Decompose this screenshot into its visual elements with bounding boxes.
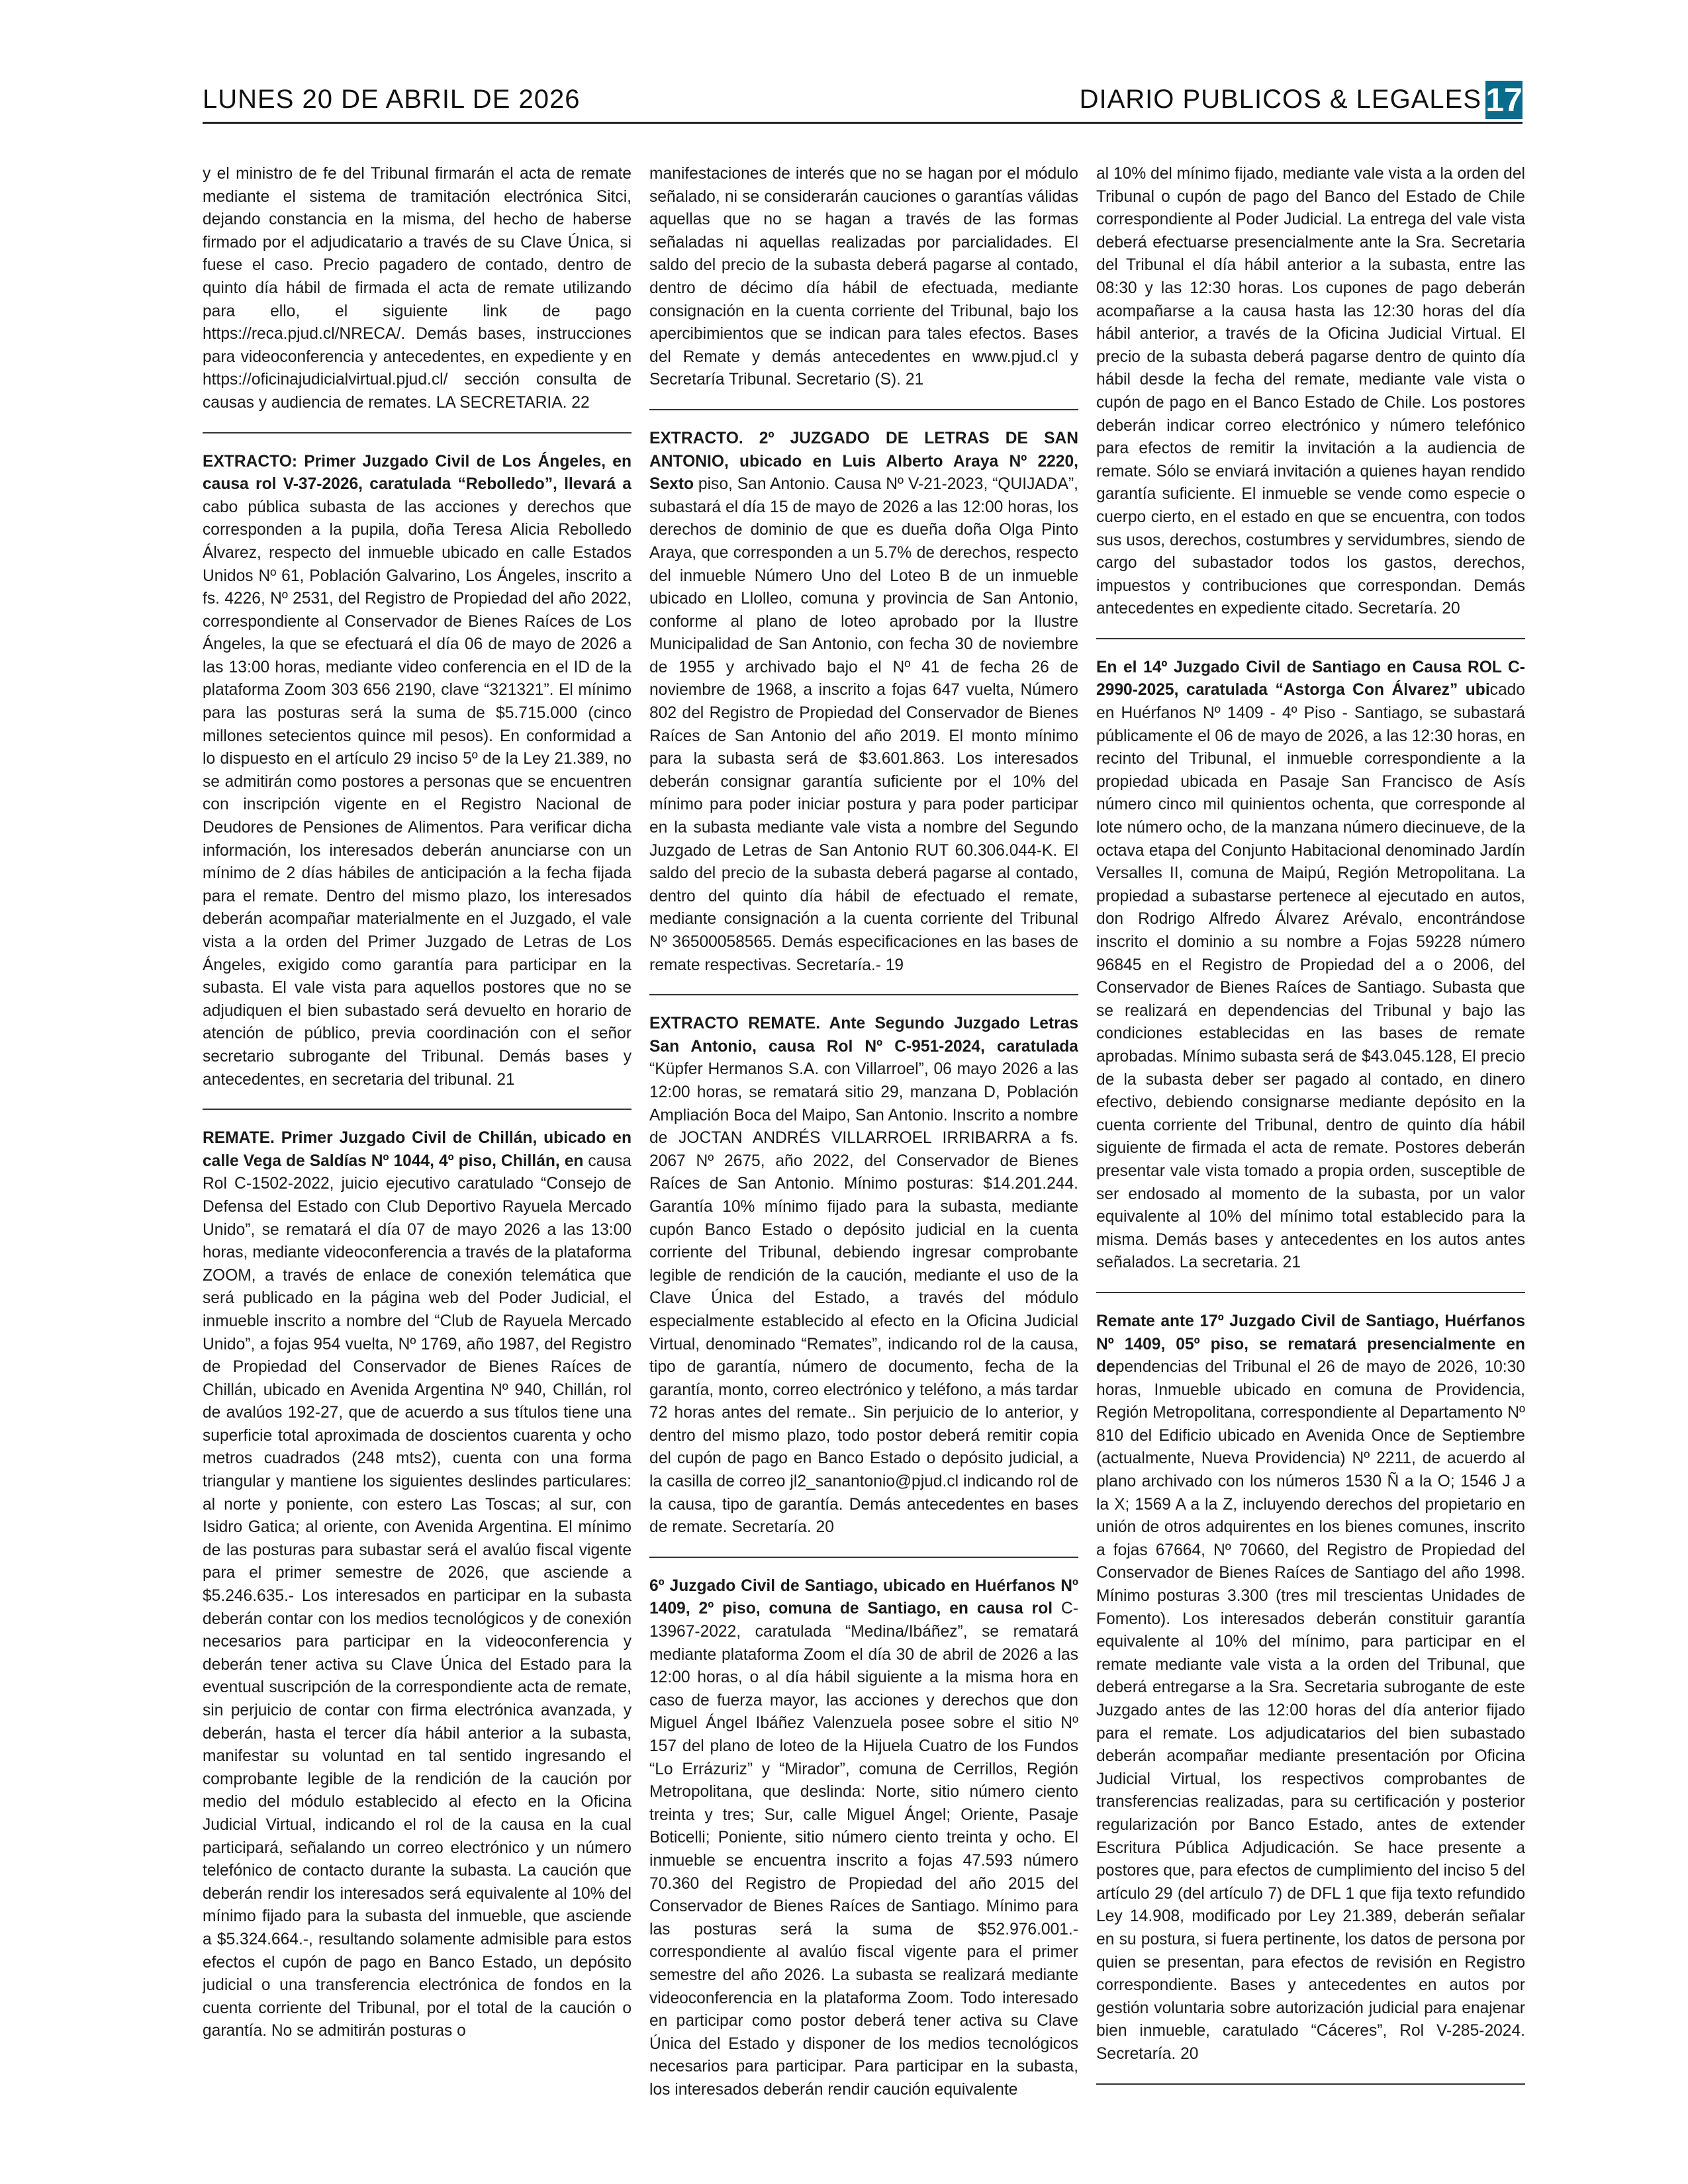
column-1 bbox=[203, 163, 632, 2155]
column-3 bbox=[1096, 163, 1525, 2155]
notice-lead: REMATE. Primer Juzgado Civil de Chillán, ubicado en calle Vega de Saldías Nº 1044, 4º piso, Chillán, en bbox=[203, 1129, 632, 1170]
legal-notice bbox=[649, 1575, 1078, 2119]
notice-body: cado en Huérfanos Nº 1409 - 4º Piso - Santiago, se subastará públicamente el 06 de mayo de 2026, a las 12:30 horas, en recinto del Tribunal, el inmueble correspondiente a la propiedad ubicada en Pasaje San Francisco de Asís número cinco mil quinientos ochenta, que corresponde al lote número ocho, de la manzana número diecinueve, de la octava etapa del Conjunto Habitacional denominado Jardín Versalles II, comuna de Maipú, Región Metropolitana. La propiedad a subastarse pertenece al ejecutado en autos, don Rodrigo Alfredo Álvarez Arévalo, encontrándose inscrito el dominio a su nombre a Fojas 59228 número 96845 en el Registro de Propiedad del a o 2006, del Conservador de Bienes Raíces de Santiago. Subasta que se realizará en dependencias del Tribunal y bajo las condiciones establecidas en las bases de remate aprobadas. Mínimo subasta será de $43.045.128, El precio de la subasta deber ser pagado al contado, en dinero efectivo, debiendo consignarse mediante depósito en la cuenta corriente del Tribunal, dentro de quinto día hábil siguiente de firmada el acta de remate. Postores deberán presentar vale vista tomado a propia orden, susceptible de ser endosado al momento de la subasta, por un valor equivalente al 10% del mínimo total establecido para la misma. Demás bases y antecedentes en los autos antes señalados. La secretaria. 21 bbox=[1096, 681, 1525, 1272]
notice-lead: En el 14º Juzgado Civil de Santiago en Causa ROL C-2990-2025, caratulada “Astorga Con Álvarez” ubi bbox=[1096, 658, 1525, 700]
notice-body: piso, San Antonio. Causa Nº V-21-2023, “QUIJADA”, subastará el día 15 de mayo de 2026 a las 12:00 horas, los derechos de dominio de que es dueña doña Olga Pinto Araya, que corresponden a un 5.7% de derechos, respecto del inmueble Número Uno del Loteo B de un inmueble ubicado en Llolleo, comuna y provincia de San Antonio, conforme al plano de loteo aprobado por la Ilustre Municipalidad de San Antonio, con fecha 30 de noviembre de 1955 y archivado bajo el Nº 41 de fecha 26 de noviembre de 1968, a inscrito a fojas 647 vuelta, Número 802 del Registro de Propiedad del Conservador de Bienes Raíces de San Antonio del año 2019. El monto mínimo para la subasta será de $3.601.863. Los interesados deberán consignar garantía suficiente por el 10% del mínimo para poder iniciar postura y para poder participar en la subasta mediante vale vista a nombre del Segundo Juzgado de Letras de San Antonio RUT 60.306.044-K. El saldo del precio de la subasta deberá pagarse al contado, dentro del quinto día hábil de efectuado el remate, mediante consignación a la cuenta corriente del Tribunal Nº 36500058565. Demás especificaciones en las bases de remate respectivas. Secretaría.- 19 bbox=[649, 475, 1078, 974]
legal-notice bbox=[203, 451, 632, 1111]
page-number-badge: 17 bbox=[1485, 81, 1523, 118]
notice-body: C-13967-2022, caratulada “Medina/Ibáñez”, se rematará mediante plataforma Zoom el día 30 de abril de 2026 a las 12:00 horas, o al día hábil siguiente a la misma hora en caso de fuerza mayor, las acciones y derechos que don Miguel Ángel Ibáñez Valenzuela posee sobre el sitio Nº 157 del plano de loteo de la Hijuela Cuatro de los Fundos “Lo Errázuriz” y “Mirador”, comuna de Cerrillos, Región Metropolitana, que deslinda: Norte, sitio número ciento treinta y tres; Sur, calle Miguel Ángel; Oriente, Pasaje Boticelli; Poniente, sitio número ciento treinta y ocho. El inmueble se encuentra inscrito a fojas 47.593 número 70.360 del Registro de Propiedad del año 2015 del Conservador de Bienes Raíces de Santiago. Mínimo para las posturas será la suma de $52.976.001.- correspondiente al avalúo fiscal vigente para el primer semestre del año 2026. La subasta se realizará mediante videoconferencia en la plataforma Zoom. Todo interesado en participar como postor deberá tener activa su Clave Única del Estado y disponer de los medios tecnológicos necesarios para participar. Para participar en la subasta, los interesados deberán rendir caución equivalente bbox=[649, 1600, 1078, 2099]
notice-body: pendencias del Tribunal el 26 de mayo de 2026, 10:30 horas, Inmueble ubicado en comuna de Providencia, Región Metropolitana, correspondiente al Departamento Nº 810 del Edificio ubicado en Avenida Once de Septiembre (actualmente, Nueva Providencia) Nº 2211, de acuerdo al plano archivado con los números 1530 Ñ a la O; 1546 J a la X; 1569 A a la Z, incluyendo derechos del propietario en unión de otros adquirentes en los bienes comunes, inscrito a fojas 67664, Nº 70660, del Registro de Propiedad del Conservador de Bienes Raíces de Santiago del año 1998. Mínimo posturas 3.300 (tres mil trescientas Unidades de Fomento). Los interesados deberán constituir garantía equivalente al 10% del mínimo, para participar en el remate mediante vale vista a la orden del Tribunal, que deberá entregarse a la Sra. Secretaria subrogante de este Juzgado antes de las 12:00 horas del día anterior fijado para el remate. Los adjudicatarios del bien subastado deberán acompañar mediante presentación por Oficina Judicial Virtual, los respectivos comprobantes de transferencias realizadas, para su certificación y posterior regularización por Banco Estado, antes de extender Escritura Pública Adjudicación. Se hace presente a postores que, para efectos de cumplimiento del inciso 5 del artículo 29 (del artículo 7) de DFL 1 que fija texto refundido Ley 14.908, modificado por Ley 21.389, deberán señalar en su postura, si fuera pertinente, los datos de persona por quien se presentan, para efectos de revisión en Registro correspondiente. Bases y antecedentes en autos por gestión voluntaria sobre autorización judicial para enajenar bien inmueble, caratulado “Cáceres”, Rol V-285-2024. Secretaría. 20 bbox=[1096, 1358, 1525, 2063]
notice-lead: EXTRACTO. 2º JUZGADO DE LETRAS DE SAN ANTONIO, ubicado en Luis Alberto Araya Nº 2220, Sexto bbox=[649, 429, 1078, 494]
notice-lead: EXTRACTO: Primer Juzgado Civil de Los Ángeles, en causa rol V-37-2026, caratulada “Rebolledo”, llevará a bbox=[203, 452, 632, 494]
notice-body: causa Rol C-1502-2022, juicio ejecutivo caratulado “Consejo de Defensa del Estado con Club Deportivo Rayuela Mercado Unido”, se rematará el día 07 de mayo 2026 a las 13:00 horas, mediante videoconferencia a través de la plataforma ZOOM, a través de enlace de conexión telemática que será publicado en la página web del Poder Judicial, el inmueble inscrito a nombre del “Club de Rayuela Mercado Unido”, a fojas 954 vuelta, Nº 1769, año 1987, del Registro de Propiedad del Conservador de Bienes Raíces de Chillán, ubicado en Avenida Argentina Nº 940, Chillán, rol de avalúos 192-27, que de acuerdo a sus títulos tiene una superficie total aproximada de doscientos cuarenta y ocho metros cuadrados (248 mts2), cuenta con una forma triangular y mantiene los siguientes deslindes particulares: al norte y poniente, con estero Las Toscas; al sur, con Isidro Gatica; al oriente, con Avenida Argentina. El mínimo de las posturas para subastar será el avalúo fiscal vigente para el primer semestre de 2026, que asciende a $5.246.635.- Los interesados en participar en la subasta deberán contar con los medios tecnológicos y de conexión necesarios para participar en la videoconferencia y deberán tener activa su Clave Única del Estado para la eventual suscripción de la correspondiente acta de remate, sin perjuicio de contar con firma electrónica avanzada, y deberán, hasta el tercer día hábil anterior a la subasta, manifestar su voluntad en tal sentido ingresando el comprobante legible de la rendición de la caución por medio del módulo establecido al efecto en la Oficina Judicial Virtual, indicando el rol de la causa en la cual participará, señalando un correo electrónico y un número telefónico de contacto durante la subasta. La caución que deberán rendir los interesados será equivalente al 10% del mínimo fijado para la subasta del inmueble, que asciende a $5.324.664.-, resultando solamente admisible para estos efectos el cupón de pago en Banco Estado, un depósito judicial o una transferencia electrónica de fondos en la cuenta corriente del Tribunal, por el total de la caución o garantía. No se admitirán posturas o bbox=[203, 1152, 632, 2040]
newspaper-name: DIARIO PUBLICOS & LEGALES bbox=[1079, 85, 1481, 114]
legal-notice bbox=[1096, 163, 1525, 639]
notice-body: cabo pública subasta de las acciones y derechos que corresponden a la pupila, doña Teresa Alicia Rebolledo Álvarez, respecto del inmueble ubicado en calle Estados Unidos Nº 61, Población Galvarino, Los Ángeles, inscrito a fs. 4226, Nº 2531, del Registro de Propiedad del año 2022, correspondiente al Conservador de Bienes Raíces de Los Ángeles, la que se efectuará el día 06 de mayo de 2026 a las 13:00 horas, mediante video conferencia en el ID de la plataforma Zoom 303 656 2190, clave “321321”. El mínimo para las posturas será la suma de $5.715.000 (cinco millones setecientos quince mil pesos). En conformidad a lo dispuesto en el artículo 29 inciso 5º de la Ley 21.389, no se admitirán como postores a personas que se encuentren con inscripción vigente en el Registro Nacional de Deudores de Pensiones de Alimentos. Para verificar dicha información, los interesados deberán anunciarse con un mínimo de 2 días hábiles de anticipación a la fecha fijada para el remate. Dentro del mismo plazo, los interesados deberán acompañar materialmente en el Juzgado, el vale vista a la orden del Primer Juzgado de Letras de Los Ángeles, exigido como garantía para participar en la subasta. El vale vista para aquellos postores que no se adjudiquen el bien subastado será devuelto en horario de atención de público, previa coordinación con el señor secretario subrogante del Tribunal. Demás bases y antecedentes, en secretaria del tribunal. 21 bbox=[203, 498, 632, 1089]
legal-notice bbox=[1096, 1310, 1525, 2085]
legal-notice bbox=[649, 1013, 1078, 1558]
notice-lead: Remate ante 17º Juzgado Civil de Santiago, Huérfanos Nº 1409, 05º piso, se rematará presencialmente en de bbox=[1096, 1312, 1525, 1377]
legal-notice bbox=[649, 163, 1078, 410]
notice-lead: 6º Juzgado Civil de Santiago, ubicado en Huérfanos Nº 1409, 2º piso, comuna de Santiago, en causa rol bbox=[649, 1576, 1078, 1618]
notice-body: manifestaciones de interés que no se hagan por el módulo señalado, ni se considerarán cauciones o garantías válidas aquellas que no se hagan a través de las formas señaladas ni aquellas realizadas por parcialidades. El saldo del precio de la subasta deberá pagarse al contado, dentro de décimo día hábil de efectuada, mediante consignación en la cuenta corriente del Tribunal, bajo los apercibimientos que se indican para tales efectos. Bases del Remate y demás antecedentes en www.pjud.cl y Secretaría Tribunal. Secretario (S). 21 bbox=[649, 165, 1078, 389]
notice-body: “Küpfer Hermanos S.A. con Villarroel”, 06 mayo 2026 a las 12:00 horas, se rematará sitio 29, manzana D, Población Ampliación Boca del Maipo, San Antonio. Inscrito a nombre de JOCTAN ANDRÉS VILLARROEL IRRIBARRA a fs. 2067 Nº 2675, año 2022, del Conservador de Bienes Raíces de San Antonio. Mínimo posturas: $14.201.244. Garantía 10% mínimo fijado para la subasta, mediante cupón Banco Estado o depósito judicial en la cuenta corriente del Tribunal, debiendo ingresar comprobante legible de rendición de la caución, mediante el uso de la Clave Única del Estado, a través del módulo especialmente establecido al efecto en la Oficina Judicial Virtual, denominado “Remates”, indicando rol de la causa, tipo de garantía, número de documento, fecha de la garantía, monto, correo electrónico y teléfono, a más tardar 72 horas antes del remate.. Sin perjuicio de lo anterior, y dentro del mismo plazo, todo postor deberá remitir copia del cupón de pago en Banco Estado o depósito judicial, a la casilla de correo jl2_sanantonio@pjud.cl indicando rol de la causa, tipo de garantía. Demás antecedentes en bases de remate. Secretaría. 20 bbox=[649, 1060, 1078, 1537]
legal-notice bbox=[203, 1127, 632, 2060]
legal-notice bbox=[203, 163, 632, 433]
legal-notice bbox=[1096, 657, 1525, 1293]
legal-notice bbox=[649, 428, 1078, 995]
column-2 bbox=[649, 163, 1078, 2155]
notice-body: y el ministro de fe del Tribunal firmarán el acta de remate mediante el sistema de tramitación electrónica Sitci, dejando constancia en la misma, del hecho de haberse firmado por el adjudicatario a través de su Clave Única, si fuese el caso. Precio pagadero de contado, dentro de quinto día hábil de firmada el acta de remate utilizando para ello, el siguiente link de pago https://reca.pjud.cl/NRECA/. Demás bases, instrucciones para videoconferencia y antecedentes, en expediente y en https://oficinajudicialvirtual.pjud.cl/ sección consulta de causas y audiencia de remates. LA SECRETARIA. 22 bbox=[203, 165, 632, 412]
page-header bbox=[203, 81, 1523, 124]
notice-lead: EXTRACTO REMATE. Ante Segundo Juzgado Letras San Antonio, causa Rol Nº C-951-2024, caratulada bbox=[649, 1015, 1078, 1056]
issue-date: LUNES 20 DE ABRIL DE 2026 bbox=[203, 85, 581, 114]
notice-body: al 10% del mínimo fijado, mediante vale vista a la orden del Tribunal o cupón de pago del Banco del Estado de Chile correspondiente al Poder Judicial. La entrega del vale vista deberá efectuarse presencialmente ante la Sra. Secretaria del Tribunal el día hábil anterior a la subasta, entre las 08:30 y las 12:30 horas. Los cupones de pago deberán acompañarse a la causa hasta las 12:30 horas del día hábil anterior, a través de la Oficina Judicial Virtual. El precio de la subasta deberá pagarse dentro de quinto día hábil desde la fecha del remate, mediante vale vista o cupón de pago en el Banco Estado de Chile. Los postores deberán indicar correo electrónico y número telefónico para efectos de remitir la invitación a la audiencia de remate. Sólo se enviará invitación a quienes hayan rendido garantía suficiente. El inmueble se vende como especie o cuerpo cierto, en el estado en que se encuentra, con todos sus usos, derechos, costumbres y servidumbres, siendo de cargo del subastador todos los gastos, derechos, impuestos y contribuciones que correspondan. Demás antecedentes en expediente citado. Secretaría. 20 bbox=[1096, 165, 1525, 618]
